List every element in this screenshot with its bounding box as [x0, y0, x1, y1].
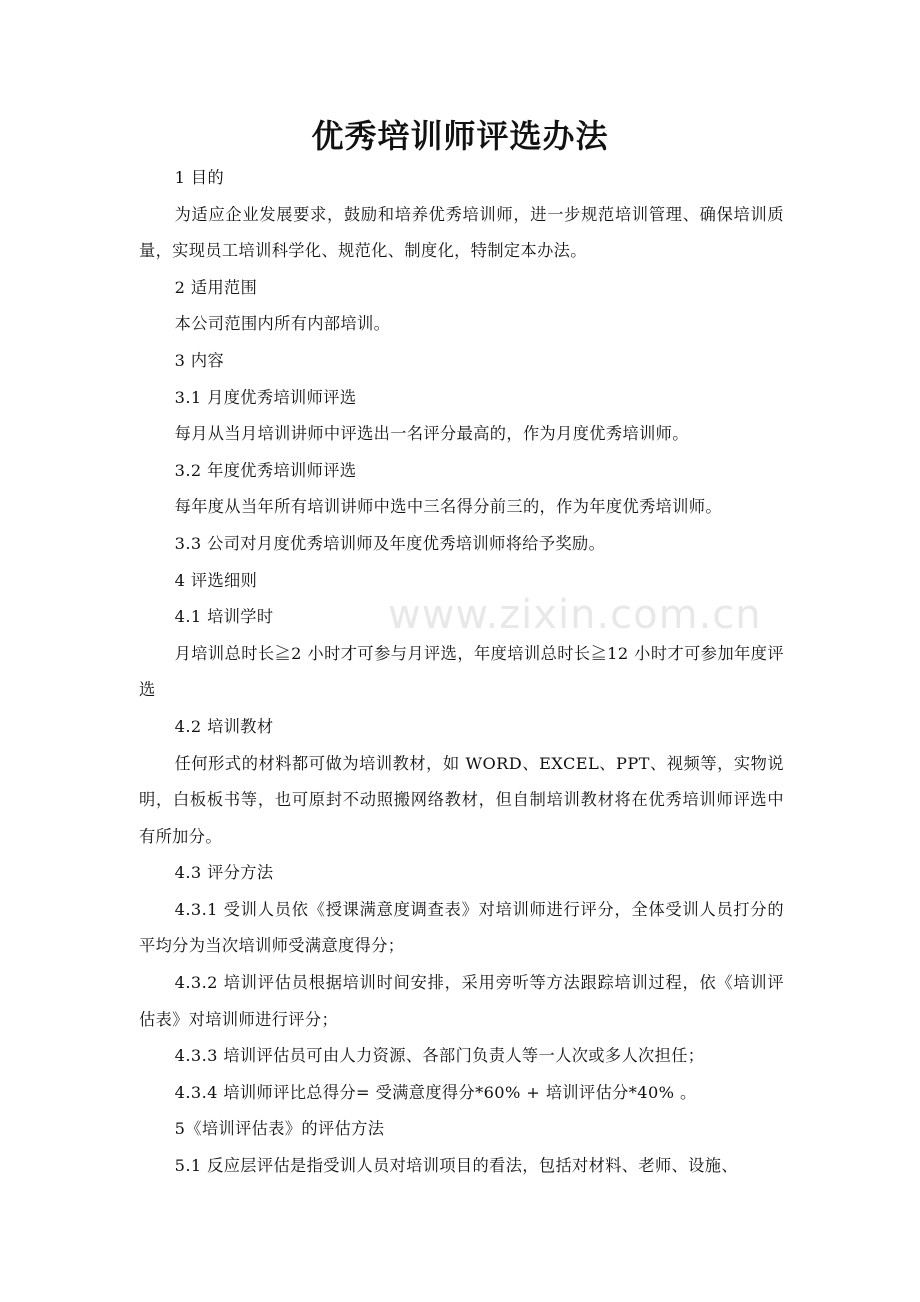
paragraph-scoring-3: 4.3.3 培训评估员可由人力资源、各部门负责人等一人次或多人次担任； [174, 1046, 705, 1066]
paragraph-scoring-2: 4.3.2 培训评估员根据培训时间安排，采用旁听等方法跟踪培训过程，依《培训评估表》对培训师进行评分； [139, 973, 784, 1029]
subsection-heading-hours: 4.1 培训学时 [174, 607, 274, 627]
paragraph-evaluation-1: 5.1 反应层评估是指受训人员对培训项目的看法，包括对材料、老师、设施、 [174, 1156, 738, 1176]
section-heading-evaluation: 5《培训评估表》的评估方法 [174, 1119, 385, 1139]
section-heading-content: 3 内容 [174, 350, 225, 370]
paragraph-reward: 3.3 公司对月度优秀培训师及年度优秀培训师将给予奖励。 [174, 533, 606, 553]
document-title: 优秀培训师评选办法 [311, 117, 609, 155]
site-watermark: www.zixin.com.cn [388, 592, 762, 638]
paragraph-hours: 月培训总时长≧2 小时才可参与月评选，年度培训总时长≧12 小时才可参加年度评选 [139, 643, 784, 700]
section-heading-rules: 4 评选细则 [174, 570, 258, 590]
subsection-heading-materials: 4.2 培训教材 [174, 716, 274, 736]
subsection-heading-monthly: 3.1 月度优秀培训师评选 [174, 387, 357, 407]
paragraph-scoring-4: 4.3.4 培训师评比总得分= 受满意度得分*60% + 培训评估分*40% 。 [174, 1082, 697, 1102]
paragraph-scope: 本公司范围内所有内部培训。 [174, 314, 391, 334]
section-heading-purpose: 1 目的 [174, 168, 225, 187]
subsection-heading-scoring: 4.3 评分方法 [174, 863, 274, 883]
section-heading-scope: 2 适用范围 [174, 277, 258, 297]
paragraph-scoring-1: 4.3.1 受训人员依《授课满意度调查表》对培训师进行评分，全体受训人员打分的平均分为当次培训师受满意度得分； [139, 899, 784, 956]
paragraph-purpose: 为适应企业发展要求，鼓励和培养优秀培训师，进一步规范培训管理、确保培训质量，实现员工培训科学化、规范化、制度化，特制定本办法。 [139, 204, 784, 261]
paragraph-monthly: 每月从当月培训讲师中评选出一名评分最高的，作为月度优秀培训师。 [174, 424, 689, 444]
subsection-heading-annual: 3.2 年度优秀培训师评选 [174, 460, 357, 480]
paragraph-annual: 每年度从当年所有培训讲师中选中三名得分前三的，作为年度优秀培训师。 [174, 497, 723, 517]
paragraph-materials: 任何形式的材料都可做为培训教材，如 WORD、EXCEL、PPT、视频等，实物说明，白板板书等，也可原封不动照搬网络教材，但自制培训教材将在优秀培训师评选中有所加分。 [139, 753, 784, 846]
document-body [139, 160, 784, 1185]
